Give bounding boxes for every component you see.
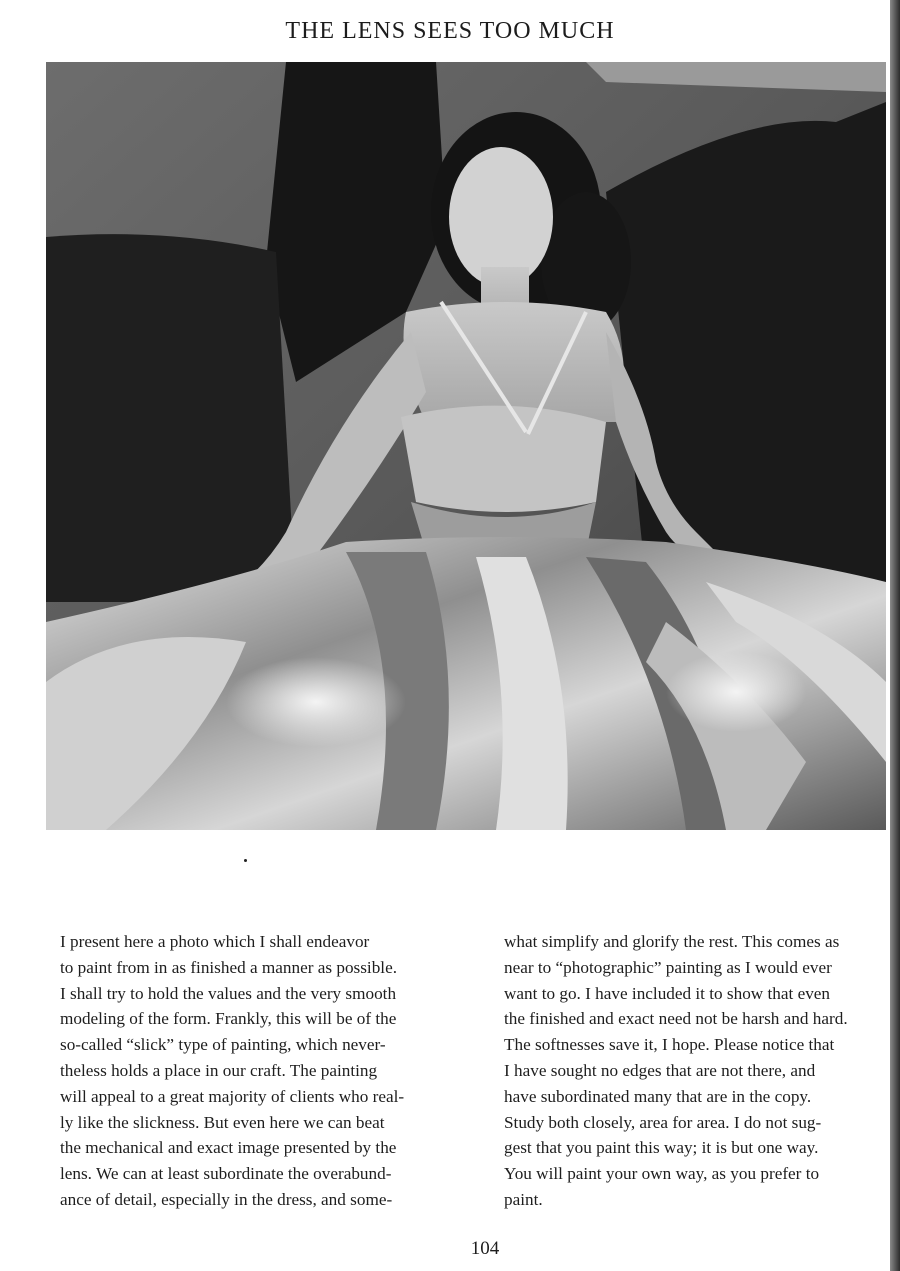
running-head: THE LENS SEES TOO MUCH — [285, 18, 615, 44]
text-line: the mechanical and exact image presented by the — [60, 1138, 397, 1158]
page-gutter-shadow — [890, 0, 900, 1271]
photograph — [46, 62, 886, 830]
text-line: near to “photographic” painting as I would ever — [504, 957, 832, 977]
page-number: 104 — [470, 1238, 500, 1259]
text-line: ance of detail, especially in the dress, and some- — [60, 1189, 393, 1209]
print-speck — [244, 859, 247, 862]
text-column-left — [60, 929, 470, 1213]
text-line: want to go. I have included it to show that even — [504, 983, 831, 1003]
text-line: I shall try to hold the values and the very smooth — [60, 983, 397, 1003]
text-line: so-called “slick” type of painting, which never- — [60, 1035, 386, 1055]
photo-illustration — [46, 62, 886, 830]
text-line: gest that you paint this way; it is but one way. — [504, 1138, 819, 1158]
text-line: modeling of the form. Frankly, this will be of the — [60, 1009, 397, 1029]
text-line: theless holds a place in our craft. The painting — [60, 1060, 378, 1080]
text-line: ly like the slickness. But even here we can beat — [60, 1112, 385, 1132]
text-line: lens. We can at least subordinate the overabund- — [60, 1164, 392, 1184]
text-line: You will paint your own way, as you prefer to — [504, 1164, 820, 1184]
text-column-right — [504, 929, 894, 1213]
text-line: I have sought no edges that are not there, and — [504, 1060, 816, 1080]
text-line: The softnesses save it, I hope. Please notice that — [504, 1035, 835, 1055]
text-line: what simplify and glorify the rest. This comes as — [504, 932, 840, 951]
text-line: the finished and exact need not be harsh and hard. — [504, 1009, 848, 1029]
text-line: paint. — [504, 1189, 543, 1209]
text-line: have subordinated many that are in the copy. — [504, 1086, 812, 1106]
text-line: will appeal to a great majority of clients who real- — [60, 1086, 405, 1106]
text-line: Study both closely, area for area. I do not sug- — [504, 1112, 822, 1132]
text-line: to paint from in as finished a manner as possible. — [60, 957, 397, 977]
text-line: I present here a photo which I shall endeavor — [60, 932, 370, 951]
